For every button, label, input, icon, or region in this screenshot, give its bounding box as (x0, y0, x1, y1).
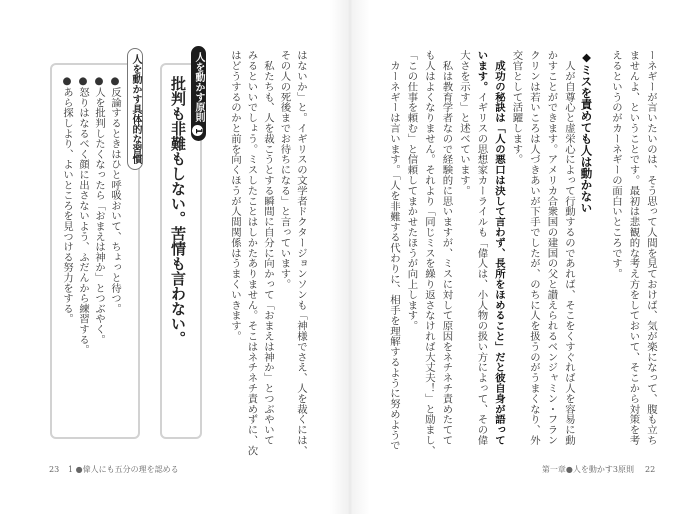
book-gutter (330, 0, 370, 514)
body-line: ーネギーが言いたいのは、そう思って人間を見ておけば、気が楽になって、腹も立ち (645, 50, 657, 446)
body-line: も人はよくなりません。それより「同じミスを繰り返さなければ大丈夫！」と励まし、 (423, 50, 435, 456)
body-line: えるというのがカーネギーの面白いところです。 (610, 50, 622, 279)
body-line: 私は教育学者なので経験的に思いますが、ミスに対して原因をネチネチ責めたてて (440, 50, 453, 446)
body-line: 「この仕事を頼む」と信頼してまかせたほうが向上します。 (405, 50, 418, 331)
body-line: はないか」と。イギリスの文学者ドクタージョンソンも「神様でさえ、人を裁くには、 (295, 50, 307, 456)
left-running-head: 1 ●偉人にも五分の理を認める (68, 465, 179, 474)
principle-number-badge: 1 (192, 125, 203, 136)
left-page-number: 23 (49, 465, 60, 474)
habit-item: ●反論するときはひと呼吸おいて、ちょっと待つ。 (109, 75, 121, 314)
body-line: その人の死後までお待ちになる」と言っています。 (278, 50, 291, 290)
principle-title: 批判も非難もしない。苦情も言わない。 (169, 76, 187, 346)
habits-label: 人を動かす具体的な習慣 (127, 48, 143, 170)
body-fragment: イギリスの思想家カーライルも「偉人は、小人物の扱い方によって、その偉 (475, 91, 488, 446)
section-heading: ◆ミスを責めても人は動かない (579, 50, 594, 214)
body-line (472, 50, 490, 470)
body-line: はどうするのかと前を向くほうが人間関係はうまくいきます。 (229, 50, 241, 342)
left-page-body (227, 50, 310, 470)
bold-body-line: 成功の秘訣は「人の悪口は決して言わず、長所をほめること」だと彼自身が語って (493, 50, 505, 446)
habit-item: ●あら探しより、よいところを見つける努力をする。 (61, 75, 73, 324)
habit-item: ●怒りはなるべく顔に出さないよう、ふだんから練習する。 (77, 75, 89, 355)
body-line: 交官として活躍します。 (510, 50, 523, 165)
body-line: ませんよ、ということです。最初は悲観的な考え方をしておいて、そこから対策を考 (627, 50, 640, 446)
principle-tab (191, 46, 206, 141)
body-line: 大さを示す」と述べています。 (458, 50, 470, 196)
body-line: かすことができます。アメリカ合衆国の建国の父と讃えられるベンジャミン・フラン (545, 50, 558, 446)
right-running-head: 第一章●人を動かす3原則 (541, 465, 634, 474)
body-line: カーネギーは言います。「人を非難する代わりに、相手を理解するように努めようで (388, 50, 400, 451)
bold-fragment: います。 (475, 50, 488, 92)
right-page-body (385, 50, 660, 470)
body-line: 人が自尊心と虚栄心によって行動するのであれば、そこをくすぐれば人を容易に動 (563, 50, 575, 446)
principle-tab-label: 人を動かす原則 (193, 52, 204, 122)
habit-item: ●人を批判したくなったら「おまえは神か」とつぶやく。 (93, 75, 105, 345)
habits-list (59, 75, 123, 355)
body-line: みるといいでしょう。ミスしたことはしかたありません。そこはネチネチ責めずに、次 (245, 50, 258, 456)
right-page-number: 22 (645, 465, 656, 474)
body-line: クリンは若いころは人づきあいが下手でしたが、のちに人を扱うのがうまくなり、外 (528, 50, 540, 446)
body-line: 私たちも、人を裁こうとする瞬間に自分に向かって「おまえは神か」とつぶやいて (262, 50, 274, 446)
